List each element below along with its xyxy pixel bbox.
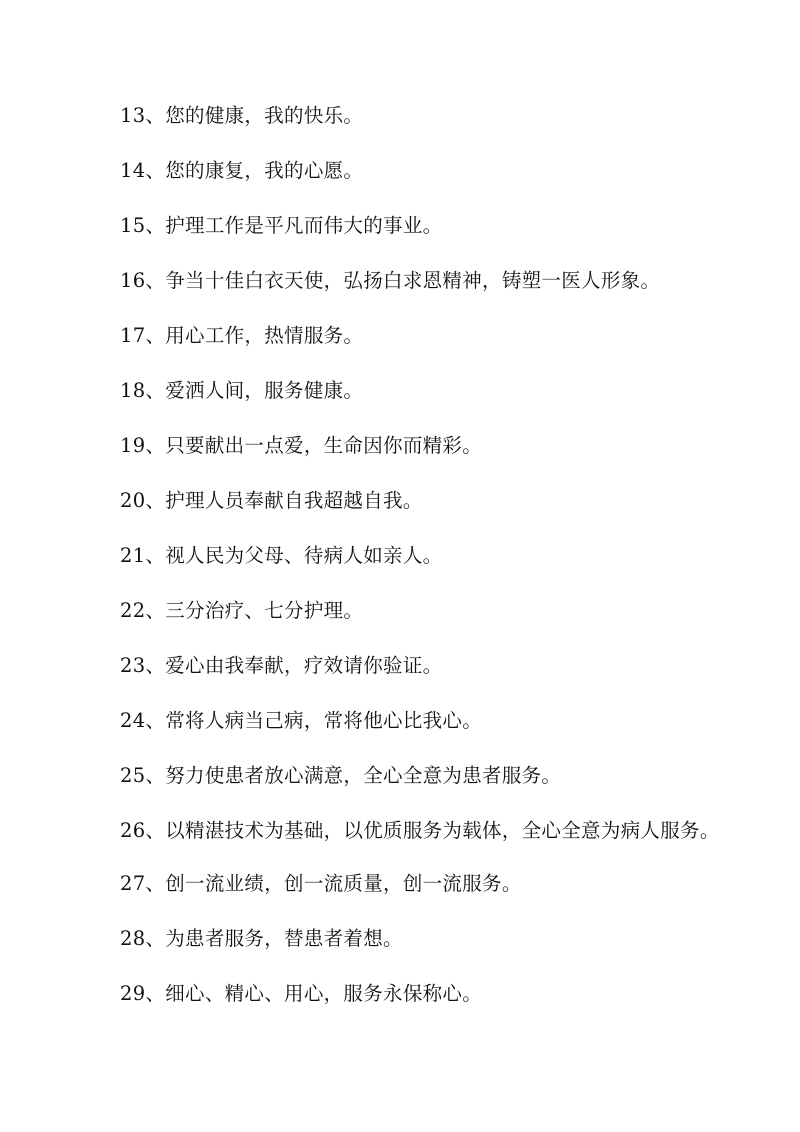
list-item: 19、只要献出一点爱，生命因你而精彩。: [120, 434, 483, 457]
list-item: 29、细心、精心、用心，服务永保称心。: [120, 982, 483, 1005]
list-item: 18、爱洒人间，服务健康。: [120, 379, 364, 402]
slogan-list: [74, 97, 734, 1030]
list-item: 23、爱心由我奉献，疗效请你验证。: [120, 654, 443, 677]
list-item: 28、为患者服务，替患者着想。: [120, 927, 403, 950]
list-item: 21、视人民为父母、待病人如亲人。: [120, 544, 443, 567]
list-item: 17、用心工作，热情服务。: [120, 324, 364, 347]
list-item: 13、您的健康，我的快乐。: [120, 104, 364, 127]
list-item: 15、护理工作是平凡而伟大的事业。: [120, 214, 443, 237]
list-item: 14、您的康复，我的心愿。: [120, 159, 364, 182]
list-item: 25、努力使患者放心满意，全心全意为患者服务。: [120, 764, 562, 787]
list-item: 24、常将人病当己病，常将他心比我心。: [120, 709, 483, 732]
list-item: 26、以精湛技术为基础，以优质服务为载体，全心全意为病人服务。: [120, 819, 720, 842]
list-item: 27、创一流业绩，创一流质量，创一流服务。: [120, 872, 522, 895]
list-item: 16、争当十佳白衣天使，弘扬白求恩精神，铸塑一医人形象。: [120, 269, 661, 292]
list-item: 22、三分治疗、七分护理。: [120, 599, 364, 622]
list-item: 20、护理人员奉献自我超越自我。: [120, 489, 423, 512]
